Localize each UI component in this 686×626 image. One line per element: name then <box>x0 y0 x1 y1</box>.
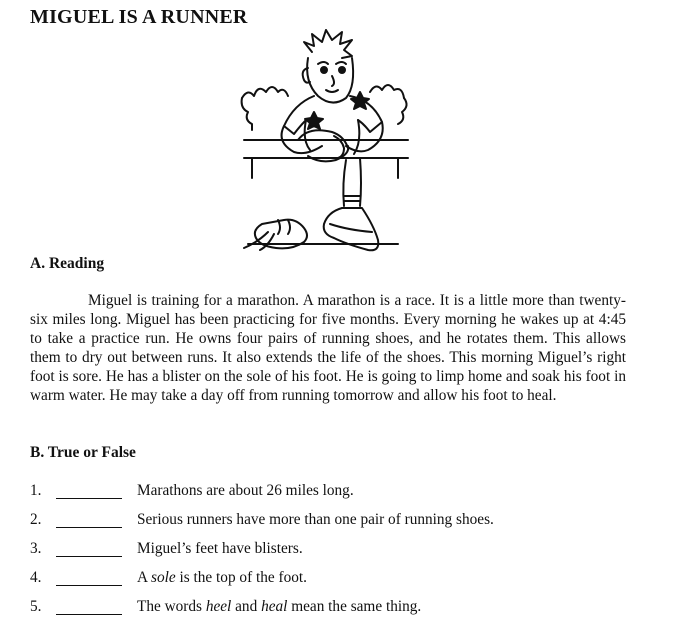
true-false-item <box>30 481 650 510</box>
statement-text: A <box>137 569 152 586</box>
item-statement <box>137 568 307 588</box>
item-number: 3. <box>30 540 42 557</box>
item-number: 1. <box>30 482 42 499</box>
boy-sitting-on-bench-icon <box>238 28 414 254</box>
worksheet-title: MIGUEL IS A RUNNER <box>30 6 248 28</box>
answer-blank[interactable] <box>56 614 122 615</box>
true-false-item <box>30 539 650 568</box>
statement-text: The words <box>137 598 206 615</box>
reading-passage: Miguel is training for a marathon. A marathon is a race. It is a little more than twenty-six miles long. Miguel has been practicing for five months. Every morning he wakes up at 4:45 to take a practice run. He owns four pairs of running shoes, and he rotates them. This allows them to dry out between runs. It also extends the life of the shoes. This morning Miguel’s right foot is sore. He has a blister on the sole of his foot. He is going to limp home and soak his foot in warm water. He may take a day off from running tomorrow and allow his foot to heal. <box>30 292 626 404</box>
item-number: 5. <box>30 598 42 615</box>
true-false-item <box>30 568 650 597</box>
item-statement <box>137 481 354 501</box>
true-false-item <box>30 510 650 539</box>
item-statement <box>137 510 494 530</box>
reading-heading: A. Reading <box>30 255 105 272</box>
emphasized-word: heel <box>205 598 232 615</box>
item-number: 4. <box>30 569 42 586</box>
item-statement <box>137 539 303 559</box>
statement-text: Marathons are about 26 miles long. <box>137 482 354 499</box>
statement-text: Miguel’s feet have blisters. <box>137 540 303 557</box>
statement-text: Serious runners have more than one pair of running shoes. <box>137 511 494 528</box>
true-false-heading: B. True or False <box>30 444 136 461</box>
emphasized-word: sole <box>151 569 176 586</box>
statement-text: and <box>231 598 262 615</box>
item-number: 2. <box>30 511 42 528</box>
statement-text: mean the same thing. <box>287 598 422 615</box>
answer-blank[interactable] <box>56 498 122 499</box>
true-false-list <box>30 481 650 626</box>
answer-blank[interactable] <box>56 585 122 586</box>
true-false-item <box>30 597 650 626</box>
answer-blank[interactable] <box>56 556 122 557</box>
statement-text: is the top of the foot. <box>175 569 307 586</box>
answer-blank[interactable] <box>56 527 122 528</box>
emphasized-word: heal <box>261 598 288 615</box>
item-statement <box>137 597 421 617</box>
